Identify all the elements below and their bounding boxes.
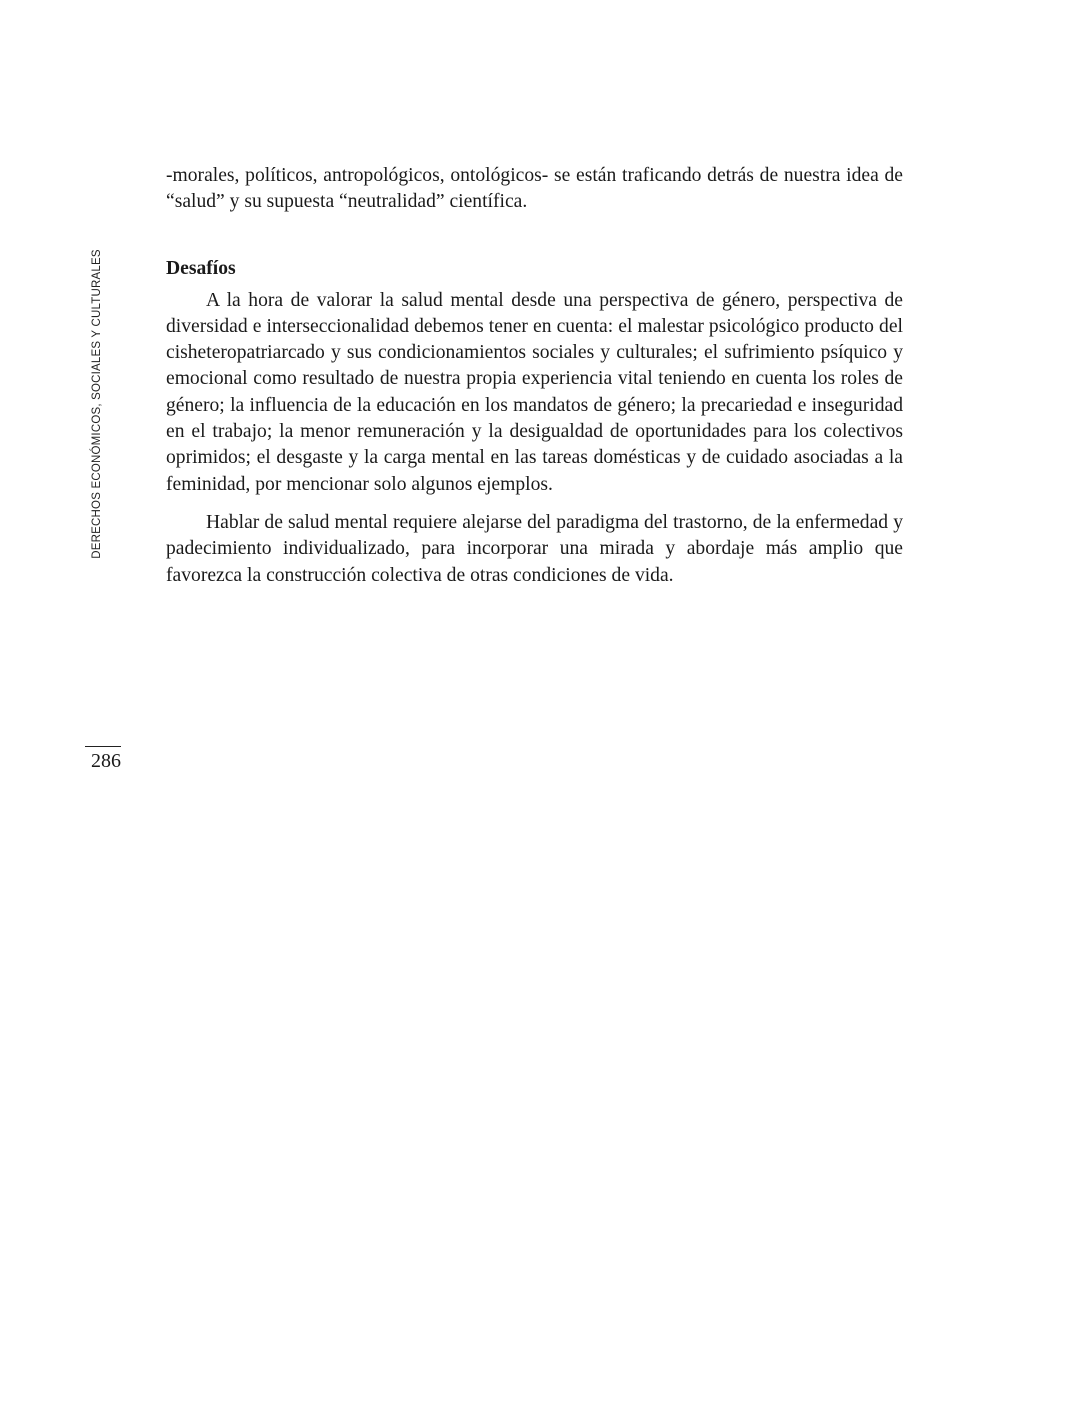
- body-text: [166, 163, 903, 589]
- paragraph-1: A la hora de valorar la salud mental desde una perspectiva de género, perspectiva de diversidad e interseccionalidad debemos tener en cuenta: el malestar psicológico producto del cisheteropatriarcado y sus condicionamientos sociales y culturales; el sufrimiento psíquico y emocional como resultado de nuestra propia experiencia vital teniendo en cuenta los roles de género; la influencia de la educación en los mandatos de género; la precariedad e inseguridad en el trabajo; la menor remuneración y la desigualdad de oportunidades para los colectivos oprimidos; el desgaste y la carga mental en las tareas domésticas y de cuidado asociadas a la feminidad, por mencionar solo algunos ejemplos.: [166, 289, 903, 495]
- section-heading: Desafíos: [166, 257, 236, 279]
- page-folio: [85, 746, 121, 774]
- folio-rule: [85, 746, 121, 747]
- page-number: 286: [91, 750, 121, 772]
- paragraph-2: Hablar de salud mental requiere alejarse del paradigma del trastorno, de la enfermedad y padecimiento individualizado, para incorporar una mirada y abordaje más amplio que favorezca la construcción colectiva de otras condiciones de vida.: [166, 511, 903, 586]
- continuation-paragraph: -morales, políticos, antropológicos, ontológicos- se están traficando detrás de nuestra idea de “salud” y su supuesta “neutralidad” científica.: [166, 165, 903, 213]
- vertical-running-head: DERECHOS ECONÓMICOS, SOCIALES Y CULTURALES: [91, 249, 103, 559]
